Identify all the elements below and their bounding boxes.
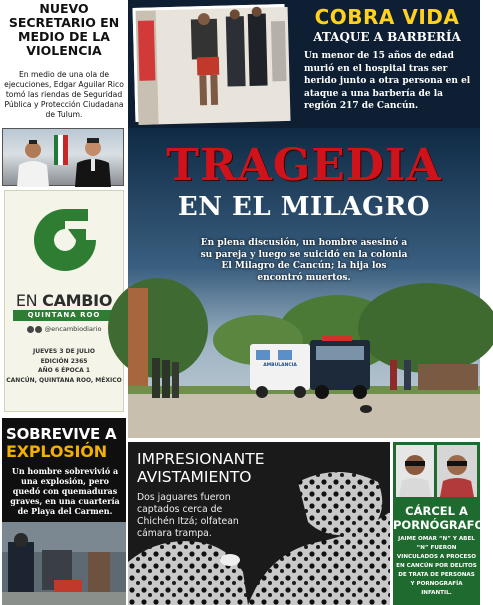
social-handle[interactable] <box>5 325 123 333</box>
issue-year-epoch: AÑO 6 ÉPOCA 1 <box>37 367 91 374</box>
headline-cobra-vida: COBRA VIDA <box>314 5 460 29</box>
headline-tragedia: TRAGEDIA <box>166 140 442 191</box>
summary-carcel: JAIME OMAR “N” Y ABEL “N” FUERON VINCULADOS A PROCESO EN CANCÚN POR DELITOS DE TRATA DE PERSONAS Y PORNOGRAFÍA INFANTIL. <box>396 536 477 596</box>
summary-avistamiento: Dos jaguares fueron captados cerca de Chichén Itzá; olfatean cámara trampa. <box>137 492 239 539</box>
story-sobrevive[interactable] <box>2 418 126 605</box>
story-carcel[interactable] <box>393 442 493 605</box>
brand-name-light: EN <box>15 291 43 310</box>
summary-cobra-vida: Un menor de 15 años de edad murió en el hospital tras ser herido junto a otra persona en el ataque a una barbería de la región 217 de Cancún. <box>304 51 471 111</box>
headline-carcel: CÁRCEL A PORNÓGRAFOS <box>393 504 493 532</box>
summary-tragedia: En plena discusión, un hombre asesinó a su pareja y luego se suicidó en la colonia El Milagro de Cancún; la hija los encontró muertos. <box>200 238 408 283</box>
social-handle-text: @encambiodiario <box>44 325 102 333</box>
story-tragedia[interactable] <box>128 128 480 438</box>
headline-sobrevive-line2: EXPLOSIÓN <box>6 442 107 461</box>
story-nuevo-secretario[interactable] <box>0 0 128 128</box>
photo-explosion-scene <box>2 522 126 605</box>
subheadline-cobra-vida: ATAQUE A BARBERÍA <box>313 30 461 44</box>
story-avistamiento[interactable] <box>128 442 390 605</box>
brand-name <box>5 291 123 310</box>
summary-nuevo-secretario: En medio de una ola de ejecuciones, Edgar Aguilar Rico tomó las riendas de Seguridad Pública y Protección Ciudadana de Tulum. <box>4 70 124 119</box>
masthead-panel <box>4 190 124 412</box>
story-cobra-vida[interactable] <box>128 0 480 128</box>
issue-date: JUEVES 3 DE JULIO <box>32 348 96 355</box>
headline-avistamiento: IMPRESIONANTE AVISTAMIENTO <box>137 450 265 486</box>
facebook-icon <box>27 326 34 333</box>
photo-officials <box>2 128 124 186</box>
issue-location: CANCÚN, QUINTANA ROO, MÉXICO <box>6 376 122 384</box>
headline-nuevo-secretario: NUEVO SECRETARIO EN MEDIO DE LA VIOLENCIA <box>8 1 120 58</box>
issue-edition: EDICIÓN 2365 <box>40 357 88 365</box>
subheadline-tragedia: EN EL MILAGRO <box>177 192 431 222</box>
brand-name-bold: CAMBIO <box>42 291 113 310</box>
ambulance-label: AMBULANCIA <box>263 363 297 368</box>
twitter-icon <box>35 326 42 333</box>
photo-barber-attack <box>133 4 288 122</box>
issue-meta <box>5 347 123 385</box>
headline-sobrevive-line1: SOBREVIVE A <box>6 425 117 443</box>
mugshot-right <box>437 445 477 497</box>
official-portrait-right <box>73 135 113 187</box>
flag-icon <box>53 135 69 165</box>
official-portrait-left <box>15 137 51 187</box>
summary-sobrevive: Un hombre sobrevivió a una explosión, pero quedó con quemaduras graves, en una cuartería de Playa del Carmen. <box>10 466 120 516</box>
brand-region: QUINTANA ROO <box>13 310 115 321</box>
brand-logo-icon <box>28 203 102 277</box>
mugshot-left <box>396 445 434 497</box>
